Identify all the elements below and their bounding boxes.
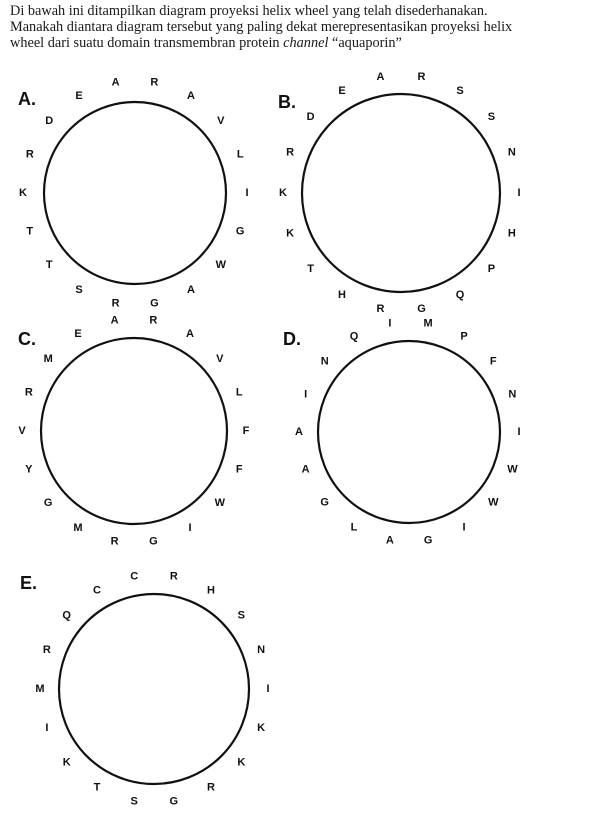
residue-label-a-17: D xyxy=(45,115,54,127)
question-line-3-end: “aquaporin” xyxy=(328,35,402,51)
residue-label-a-15: K xyxy=(19,187,27,199)
residue-label-b-11: R xyxy=(376,303,385,316)
residue-label-e-2: R xyxy=(169,570,178,583)
residue-label-b-18: E xyxy=(338,84,346,97)
residue-label-a-3: A xyxy=(187,90,195,102)
residue-label-d-7: W xyxy=(507,463,518,476)
residue-label-b-12: H xyxy=(338,289,346,302)
residue-label-e-8: K xyxy=(237,756,246,769)
residue-label-e-9: R xyxy=(207,781,215,794)
residue-label-e-14: I xyxy=(45,722,49,734)
residue-label-d-9: I xyxy=(462,521,466,534)
residue-label-d-11: A xyxy=(385,534,394,547)
residue-label-e-13: K xyxy=(62,756,71,769)
residue-label-a-4: V xyxy=(217,115,225,127)
residue-label-a-16: R xyxy=(25,148,34,161)
residue-label-a-12: S xyxy=(75,284,83,296)
residue-label-b-16: R xyxy=(286,146,295,159)
residue-label-c-9: I xyxy=(188,522,192,534)
residue-label-b-5: N xyxy=(507,146,516,159)
residue-label-a-9: A xyxy=(187,284,195,296)
residue-label-d-15: A xyxy=(295,426,303,438)
residue-label-c-12: M xyxy=(73,522,83,534)
residue-label-c-7: F xyxy=(235,463,243,476)
residue-label-e-1: C xyxy=(130,570,139,583)
residue-label-c-1: A xyxy=(110,314,119,327)
residue-label-c-6: F xyxy=(242,425,250,437)
residue-label-e-4: S xyxy=(237,609,245,622)
residue-label-a-10: G xyxy=(150,297,159,310)
residue-label-a-13: T xyxy=(45,259,53,271)
residue-label-c-3: A xyxy=(186,328,194,340)
residue-label-b-9: Q xyxy=(455,289,465,302)
question-italic-channel: channel xyxy=(283,35,329,51)
residue-label-b-10: G xyxy=(417,303,426,316)
residue-label-e-10: G xyxy=(169,795,179,808)
residue-label-b-17: D xyxy=(306,111,315,124)
helix-wheel-circle xyxy=(59,594,249,784)
residue-label-b-6: I xyxy=(517,187,521,199)
residue-label-a-14: T xyxy=(26,225,34,238)
residue-label-e-18: C xyxy=(93,584,101,597)
residue-label-b-8: P xyxy=(487,262,496,275)
residue-label-c-5: L xyxy=(235,386,243,399)
residue-label-a-2: R xyxy=(150,76,159,89)
residue-label-d-17: N xyxy=(320,355,329,368)
residue-label-a-5: L xyxy=(236,148,244,161)
residue-label-c-11: R xyxy=(110,535,119,548)
residue-label-b-14: K xyxy=(286,227,295,240)
residue-label-e-12: T xyxy=(93,781,101,794)
residue-label-e-7: K xyxy=(257,722,266,734)
residue-label-b-3: S xyxy=(456,84,464,97)
residue-label-e-17: Q xyxy=(62,609,71,622)
residue-label-b-4: S xyxy=(487,111,496,124)
residue-label-a-6: I xyxy=(245,187,249,199)
residue-label-b-7: H xyxy=(507,227,516,240)
residue-label-b-15: K xyxy=(279,187,287,199)
question-line-3-start: wheel dari suatu domain transmembran protein xyxy=(10,35,284,51)
residue-label-d-10: G xyxy=(423,534,433,547)
residue-label-d-13: G xyxy=(320,496,329,509)
residue-label-e-6: I xyxy=(266,683,270,695)
residue-label-c-10: G xyxy=(149,535,158,548)
residue-label-b-13: T xyxy=(307,262,314,275)
question-line-2: Manakah diantara diagram tersebut yang paling dekat merepresentasikan proyeksi helix xyxy=(10,19,513,35)
option-d-label[interactable]: D. xyxy=(283,329,301,349)
residue-label-c-2: R xyxy=(149,314,158,327)
residue-label-d-4: F xyxy=(489,355,497,368)
residue-label-c-16: R xyxy=(24,386,33,399)
residue-label-d-1: I xyxy=(388,317,392,330)
residue-label-c-17: M xyxy=(43,353,53,365)
question-line-1: Di bawah ini ditampilkan diagram proyeksi helix wheel yang telah disederhanakan. xyxy=(10,3,488,19)
residue-label-e-15: M xyxy=(35,683,45,695)
residue-label-d-12: L xyxy=(350,521,358,534)
residue-label-e-16: R xyxy=(42,644,51,656)
residue-label-c-13: G xyxy=(43,497,53,509)
residue-label-b-2: R xyxy=(417,70,426,83)
residue-label-a-11: R xyxy=(111,297,120,310)
residue-label-e-5: N xyxy=(257,644,266,656)
residue-label-d-6: I xyxy=(517,426,521,438)
residue-label-c-18: E xyxy=(74,328,82,340)
residue-label-d-14: A xyxy=(301,463,310,476)
residue-label-e-11: S xyxy=(130,795,138,808)
residue-label-d-5: N xyxy=(508,388,517,401)
residue-label-a-1: A xyxy=(111,76,120,89)
residue-label-d-8: W xyxy=(488,496,499,509)
option-b-label[interactable]: B. xyxy=(278,92,296,112)
residue-label-d-2: M xyxy=(423,317,433,330)
residue-label-e-3: H xyxy=(207,584,215,597)
residue-label-d-3: P xyxy=(460,330,468,343)
option-c-label[interactable]: C. xyxy=(18,329,36,349)
option-a-label[interactable]: A. xyxy=(18,89,36,109)
residue-label-a-7: G xyxy=(235,225,245,238)
residue-label-c-8: W xyxy=(214,497,225,509)
residue-label-a-8: W xyxy=(215,259,226,271)
residue-label-b-1: A xyxy=(376,70,385,83)
residue-label-d-16: I xyxy=(304,388,308,401)
option-e-label[interactable]: E. xyxy=(20,573,38,593)
residue-label-d-18: Q xyxy=(349,330,359,343)
residue-label-c-4: V xyxy=(216,353,224,365)
residue-label-a-18: E xyxy=(75,90,83,102)
residue-label-c-14: Y xyxy=(25,463,33,476)
residue-label-c-15: V xyxy=(18,425,26,437)
